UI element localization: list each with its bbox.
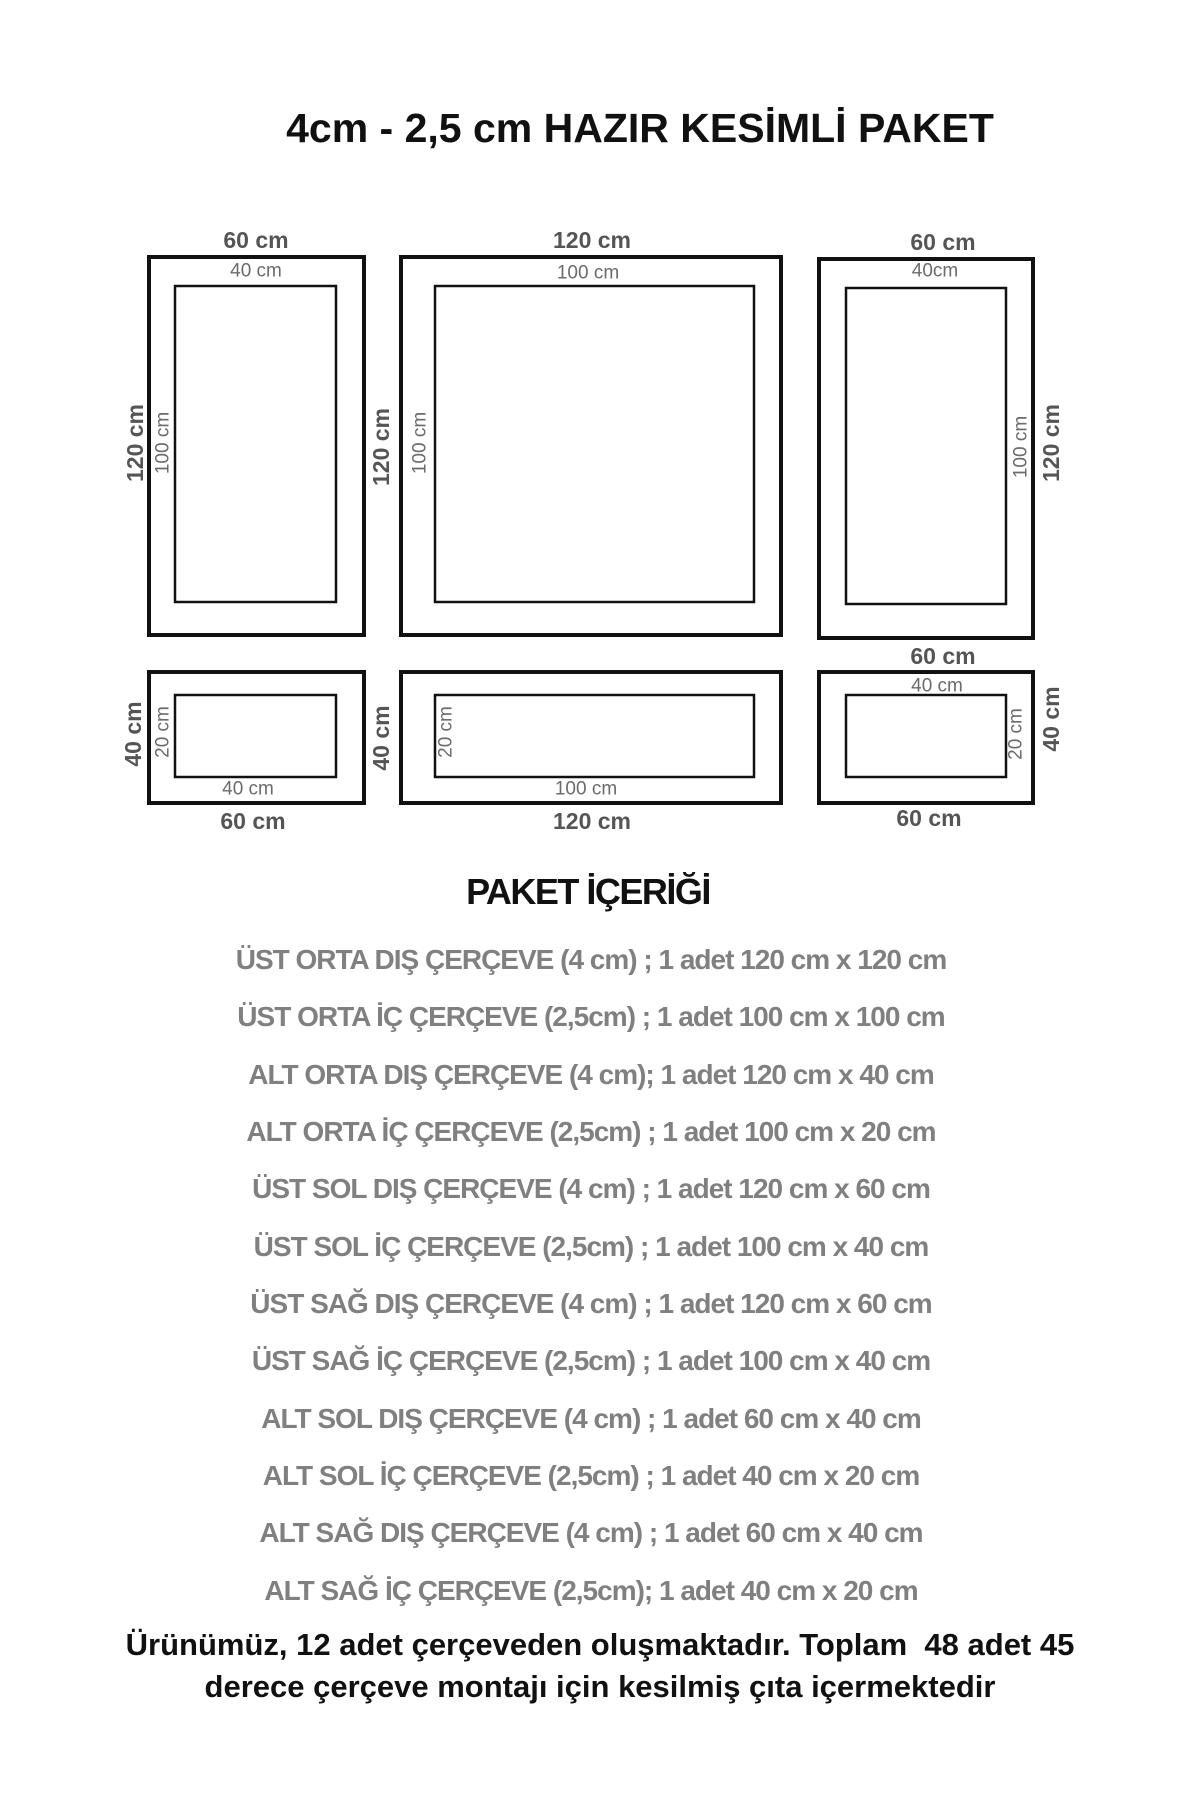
- top-right-inner-frame: [846, 288, 1006, 604]
- bottom-middle-outer-width-label: 120 cm: [552, 808, 632, 834]
- top-middle-inner-height-label: 100 cm: [409, 411, 431, 475]
- bottom-left-outer-height-label: 40 cm: [120, 701, 146, 767]
- top-right-outer-height-label: 120 cm: [1038, 403, 1064, 483]
- top-middle-inner-width-label: 100 cm: [556, 262, 620, 284]
- bottom-left-outer-width-label: 60 cm: [220, 808, 286, 834]
- list-item: ALT SOL İÇ ÇERÇEVE (2,5cm) ; 1 adet 40 cm x 20 cm: [262, 1460, 920, 1492]
- list-item: ALT SAĞ İÇ ÇERÇEVE (2,5cm); 1 adet 40 cm x 20 cm: [264, 1574, 918, 1606]
- product-description-line: Ürünümüz, 12 adet çerçeveden oluşmaktadır. Toplam 48 adet 45: [125, 1627, 1075, 1662]
- list-item: ÜST SAĞ İÇ ÇERÇEVE (2,5cm) ; 1 adet 100 cm x 40 cm: [251, 1345, 931, 1377]
- bottom-left-inner-height-label: 20 cm: [152, 706, 174, 758]
- list-item: ÜST ORTA DIŞ ÇERÇEVE (4 cm) ; 1 adet 120 cm x 120 cm: [235, 944, 947, 975]
- list-item: ALT SAĞ DIŞ ÇERÇEVE (4 cm) ; 1 adet 60 cm x 40 cm: [259, 1517, 923, 1549]
- list-item: ÜST SAĞ DIŞ ÇERÇEVE (4 cm) ; 1 adet 120 cm x 60 cm: [250, 1288, 932, 1320]
- top-left-inner-height-label: 100 cm: [152, 411, 174, 475]
- list-item: ALT ORTA DIŞ ÇERÇEVE (4 cm); 1 adet 120 cm x 40 cm: [248, 1058, 934, 1090]
- top-middle-outer-width-label: 120 cm: [552, 227, 632, 253]
- bottom-middle-inner-width-label: 100 cm: [554, 778, 618, 800]
- frame-top-left: [149, 257, 364, 635]
- list-item: ALT SOL DIŞ ÇERÇEVE (4 cm) ; 1 adet 60 cm x 40 cm: [261, 1402, 921, 1434]
- top-left-inner-frame: [175, 286, 336, 602]
- top-right-outer-width-label: 60 cm: [910, 229, 976, 255]
- list-item: ÜST ORTA İÇ ÇERÇEVE (2,5cm) ; 1 adet 100 cm x 100 cm: [237, 1001, 945, 1033]
- list-item: ÜST SOL DIŞ ÇERÇEVE (4 cm) ; 1 adet 120 cm x 60 cm: [252, 1173, 930, 1205]
- list-item: ALT ORTA İÇ ÇERÇEVE (2,5cm) ; 1 adet 100 cm x 20 cm: [246, 1116, 936, 1148]
- bottom-left-inner-frame: [175, 695, 336, 777]
- top-middle-outer-frame: [401, 257, 781, 635]
- package-contents-list: [91, 931, 1091, 1619]
- top-left-inner-width-label: 40 cm: [230, 260, 282, 282]
- frame-top-right: [819, 259, 1033, 638]
- product-description-line: derece çerçeve montajı için kesilmiş çıta içermektedir: [204, 1669, 996, 1704]
- bottom-right-inner-height-label: 20 cm: [1005, 708, 1027, 760]
- top-left-outer-frame: [149, 257, 364, 635]
- bottom-middle-inner-frame: [435, 695, 754, 777]
- bottom-left-inner-width-label: 40 cm: [222, 778, 274, 800]
- bottom-middle-outer-height-label: 40 cm: [368, 705, 394, 771]
- top-right-inner-height-label: 100 cm: [1010, 415, 1032, 479]
- top-left-outer-height-label: 120 cm: [122, 403, 148, 483]
- top-left-outer-width-label: 60 cm: [223, 227, 289, 253]
- bottom-right-outer-top-width-label: 60 cm: [910, 643, 976, 669]
- top-right-outer-frame: [819, 259, 1033, 638]
- product-description: [0, 1624, 1200, 1708]
- top-right-inner-width-label: 40cm: [911, 260, 959, 282]
- bottom-right-inner-frame: [846, 695, 1006, 777]
- bottom-right-outer-height-label: 40 cm: [1038, 686, 1064, 752]
- top-middle-outer-height-label: 120 cm: [368, 407, 394, 487]
- frame-top-middle: [401, 257, 781, 635]
- top-middle-inner-frame: [435, 286, 754, 602]
- page-title: 4cm - 2,5 cm HAZIR KESİMLİ PAKET: [286, 105, 994, 151]
- frame-layout-diagram: [0, 0, 1200, 850]
- list-item: ÜST SOL İÇ ÇERÇEVE (2,5cm) ; 1 adet 100 cm x 40 cm: [253, 1230, 929, 1262]
- package-contents-heading: PAKET İÇERİĞİ: [466, 871, 710, 912]
- bottom-right-outer-bottom-width-label: 60 cm: [896, 805, 962, 831]
- bottom-middle-inner-height-label: 20 cm: [435, 706, 457, 758]
- bottom-right-inner-width-label: 40 cm: [911, 675, 963, 697]
